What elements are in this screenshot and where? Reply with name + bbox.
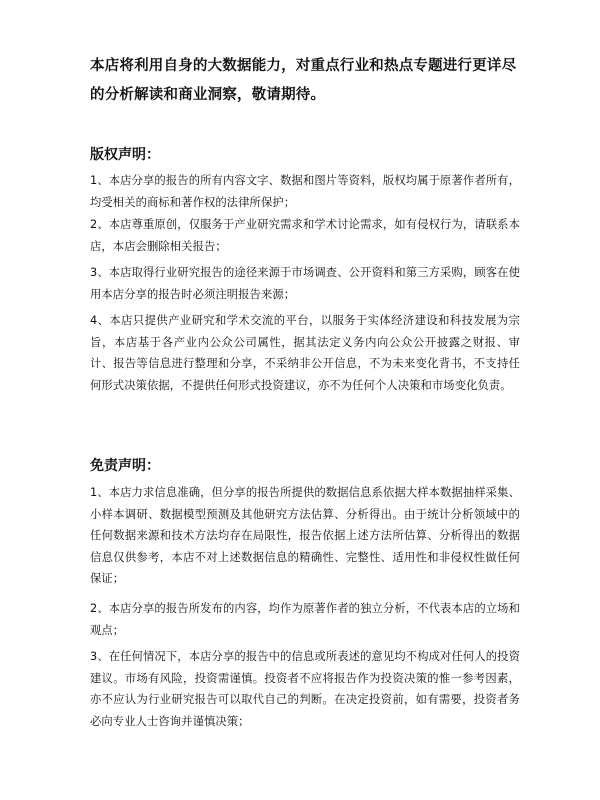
- copyright-item-4: 4、本店只提供产业研究和学术交流的平台，以服务于实体经济建设和科技发展为宗旨，本店基于各产业内公众公司属性，据其法定义务内向公众公开披露之财报、审计、报告等信息进行整理和分享，不采纳非公开信息，不为未来变化背书，不支持任何形式决策依据，不提供任何形式投资建议，亦不为任何个人决策和市场变化负责。: [90, 314, 520, 392]
- disclaimer-item-3: 3、在任何情况下，本店分享的报告中的信息或所表述的意见均不构成对任何人的投资建议。市场有风险，投资需谨慎。投资者不应将报告作为投资决策的惟一参考因素，亦不应认为行业研究报告可以取代自己的判断。在决定投资前，如有需要，投资者务必向专业人士咨询并谨慎决策；: [90, 650, 520, 728]
- copyright-heading: 版权声明：: [90, 147, 160, 163]
- copyright-item-2: 2、本店尊重原创，仅服务于产业研究需求和学术讨论需求，如有侵权行为，请联系本店，本店会删除相关报告；: [90, 218, 520, 253]
- disclaimer-heading: 免责声明：: [90, 458, 160, 474]
- intro-paragraph: 本店将利用自身的大数据能力，对重点行业和热点专题进行更详尽的分析解读和商业洞察，敬请期待。: [90, 58, 517, 103]
- copyright-item-3: 3、本店取得行业研究报告的途径来源于市场调查、公开资料和第三方采购，顾客在使用本店分享的报告时必须注明报告来源；: [90, 266, 520, 301]
- disclaimer-item-2: 2、本店分享的报告所发布的内容，均作为原著作者的独立分析，不代表本店的立场和观点；: [90, 602, 520, 637]
- disclaimer-item-1: 1、本店力求信息准确，但分享的报告所提供的数据信息系依据大样本数据抽样采集、小样本调研、数据模型预测及其他研究方法估算、分析得出。由于统计分析领域中的任何数据来源和技术方法均存在局限性，报告依据上述方法所估算、分析得出的数据信息仅供参考，本店不对上述数据信息的精确性、完整性、适用性和非侵权性做任何保证；: [90, 486, 520, 586]
- copyright-item-1: 1、本店分享的报告的所有内容文字、数据和图片等资料，版权均属于原著作者所有，均受相关的商标和著作权的法律所保护；: [90, 174, 520, 209]
